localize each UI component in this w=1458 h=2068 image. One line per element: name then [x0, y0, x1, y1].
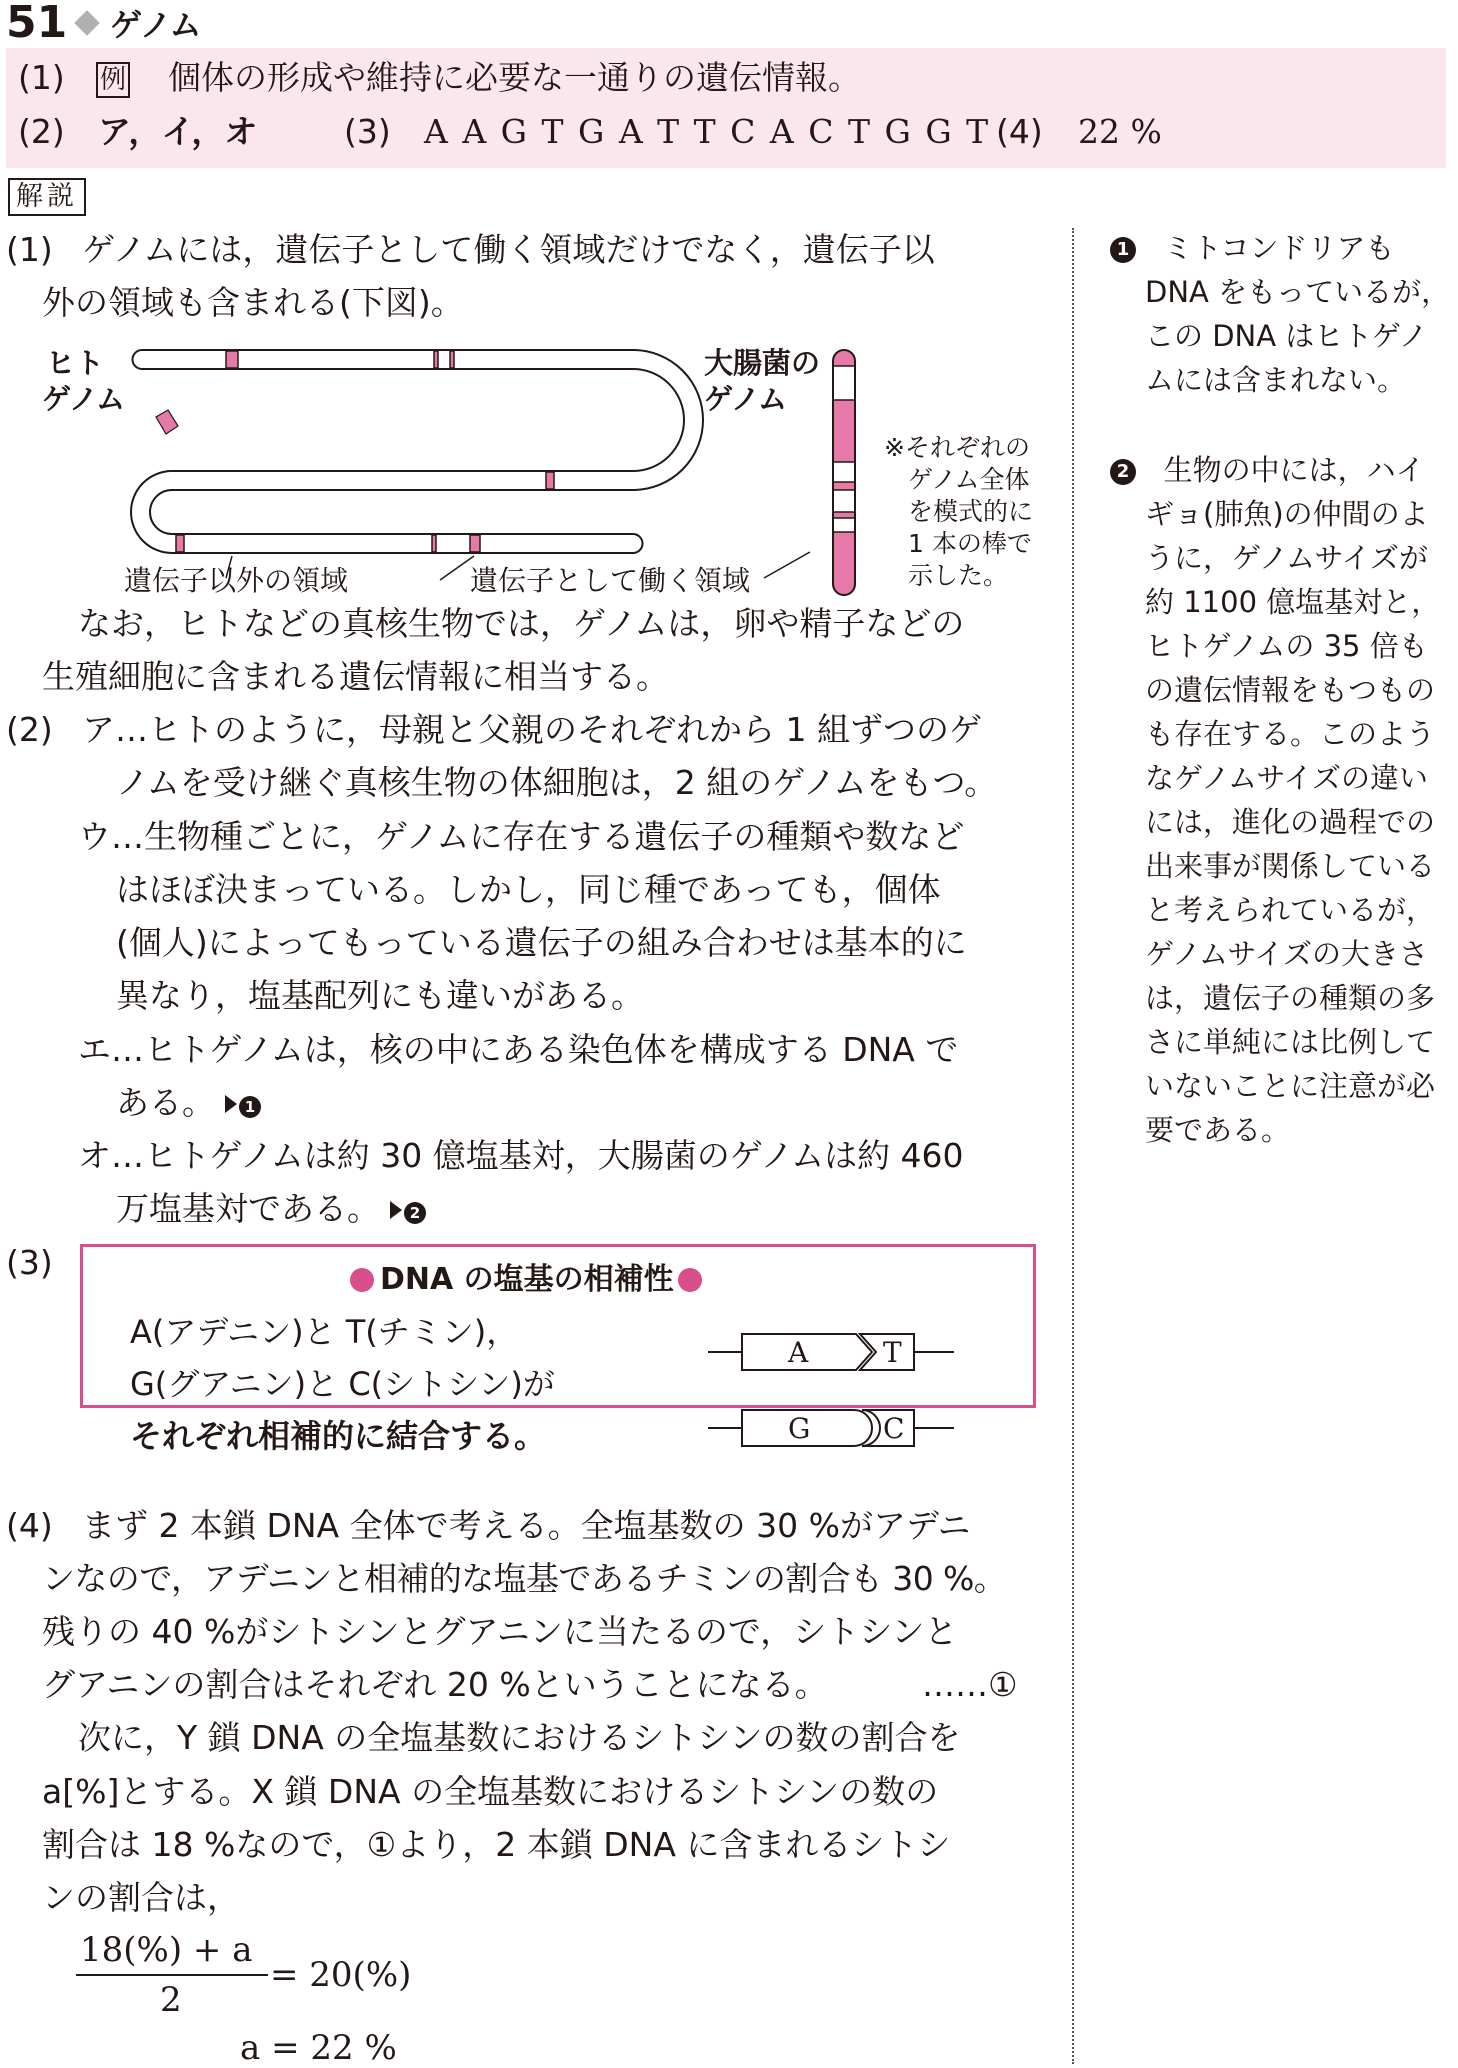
eq-rhs: = 20(%): [270, 1955, 412, 1995]
figure-note-5: 示した。: [908, 561, 1009, 590]
section-title: ゲノム: [110, 6, 202, 44]
answer-1-label: (1): [18, 58, 65, 97]
pink-dot-icon: [678, 1268, 702, 1292]
gene-region: [156, 410, 178, 434]
s4-line-4: グアニンの割合はそれぞれ 20 %ということになる。: [42, 1665, 828, 1704]
figure-note-3: を模式的に: [908, 497, 1034, 526]
note-2-marker: 2: [1110, 459, 1136, 485]
answer-3-text: A A G T G A T T C A C T G G T: [424, 112, 991, 151]
note-ref-2[interactable]: 2: [404, 1202, 426, 1224]
ecoli-genome-label-1: 大腸菌の: [704, 346, 821, 380]
note-2-line-4: 約 1100 億塩基対と，: [1145, 585, 1441, 619]
note-ref-1[interactable]: 1: [239, 1096, 261, 1118]
note-2-line-1: [1110, 448, 1425, 492]
note-2-line-7: も存在する。このよう: [1145, 717, 1436, 751]
non-gene-region-label: 遺伝子以外の領域: [124, 564, 349, 597]
s2-a-line-2: ノムを受け継ぐ真核生物の体細胞は，2 組のゲノムをもつ。: [116, 763, 998, 802]
note-2-line-9: には，進化の過程での: [1145, 805, 1436, 839]
s4-line-7: 割合は 18 %なので，①より，2 本鎖 DNA に含まれるシトシ: [42, 1825, 951, 1864]
note-1-line-1-text: ミトコンドリアも: [1163, 231, 1395, 265]
gene-region: [226, 351, 238, 368]
gene-region: [470, 535, 480, 552]
base-a: A: [788, 1336, 809, 1369]
s2-e-line-1: エ…ヒトゲノムは，核の中にある染色体を構成する DNA で: [78, 1030, 959, 1069]
s2-u-line-3: (個人)によってもっている遺伝子の組み合わせは基本的に: [116, 923, 967, 962]
arrow-icon: [225, 1095, 237, 1113]
note-2-line-5: ヒトゲノムの 35 倍も: [1145, 629, 1428, 663]
s2-o-line-1: オ…ヒトゲノムは約 30 億塩基対，大腸菌のゲノムは約 460: [78, 1136, 964, 1175]
eq-numerator: 18(%) + a: [80, 1930, 253, 1970]
gene-region: [432, 535, 436, 552]
s1-line-3: なお，ヒトなどの真核生物では，ゲノムは，卵や精子などの: [78, 604, 965, 643]
column-divider: [1072, 228, 1074, 2064]
note-2-line-10: 出来事が関係している: [1145, 849, 1436, 883]
note-2-line-6: の遺伝情報をもつもの: [1145, 673, 1436, 707]
note-1-line-1: [1110, 226, 1395, 270]
note-2-line-16: 要である。: [1145, 1113, 1291, 1147]
s1-line-2: 外の領域も含まれる(下図)。: [42, 283, 464, 322]
s4-line-4-mark: ……①: [922, 1665, 1018, 1704]
pink-dot-icon: [350, 1268, 374, 1292]
kaisetsu-badge: 解説: [8, 178, 86, 216]
note-1-line-2: DNA をもっているが，: [1145, 275, 1451, 309]
s1-line-1: ゲノムには，遺伝子として働く領域だけでなく，遺伝子以: [82, 230, 935, 269]
s1-label: (1): [6, 230, 53, 269]
note-2-line-13: は，遺伝子の種類の多: [1145, 981, 1436, 1015]
human-genome-inner: [131, 369, 684, 553]
note-2-line-12: ゲノムサイズの大きさ: [1145, 937, 1429, 971]
s2-u-line-1: ウ…生物種ごとに，ゲノムに存在する遺伝子の種類や数など: [78, 817, 965, 856]
gene-region-label: 遺伝子として働く領域: [470, 564, 751, 597]
s4-line-3: 残りの 40 %がシトシンとグアニンに当たるので，シトシンと: [42, 1612, 958, 1651]
base-t: T: [883, 1336, 902, 1369]
human-genome-row2: [172, 415, 633, 434]
s2-label: (2): [6, 710, 53, 749]
box-title-text: DNA の塩基の相補性: [380, 1262, 674, 1297]
answer-4-label: (4): [996, 112, 1043, 151]
eq-result: a = 22 %: [240, 2028, 397, 2068]
box-line-1: A(アデニン)と T(チミン)，: [130, 1313, 519, 1351]
fraction-bar: [76, 1974, 268, 1976]
base-g: G: [788, 1412, 811, 1445]
answer-4-text: 22 %: [1078, 112, 1162, 151]
s4-line-8: ンの割合は，: [42, 1878, 240, 1917]
note-2-line-14: さに単純には比例して: [1145, 1025, 1436, 1059]
s4-label: (4): [6, 1506, 53, 1545]
gene-region: [546, 472, 554, 489]
s1-line-4: 生殖細胞に含まれる遺伝情報に相当する。: [42, 657, 669, 696]
eq-denominator: 2: [160, 1980, 182, 2020]
s4-line-5: 次に，Y 鎖 DNA の全塩基数におけるシトシンの数の割合を: [78, 1718, 961, 1757]
s2-u-line-2: はほぼ決まっている。しかし，同じ種であっても，個体: [116, 870, 941, 909]
s2-o-line-2-text: 万塩基対である。: [116, 1189, 380, 1228]
box-line-3: それぞれ相補的に結合する。: [130, 1417, 547, 1455]
s2-a-line-1: ア…ヒトのように，母親と父親のそれぞれから 1 組ずつのゲ: [82, 710, 982, 749]
gene-region: [450, 351, 454, 368]
answer-2-label: (2): [18, 112, 65, 151]
s4-line-1: まず 2 本鎖 DNA 全体で考える。全塩基数の 30 %がアデニ: [82, 1506, 971, 1545]
example-badge: 例: [96, 62, 130, 98]
human-genome-label-2: ゲノム: [42, 382, 125, 416]
box-title: [350, 1260, 702, 1300]
note-1-line-3: この DNA はヒトゲノ: [1145, 319, 1428, 353]
human-genome-label-1: ヒト: [46, 346, 105, 380]
answer-2-text: ア，イ，オ: [98, 112, 258, 151]
answer-1-text: 個体の形成や維持に必要な一通りの遺伝情報。: [168, 58, 861, 97]
s4-line-6: a[%]とする。X 鎖 DNA の全塩基数におけるシトシンの数の: [42, 1772, 939, 1811]
box-line-2: G(グアニン)と C(シトシン)が: [130, 1365, 555, 1403]
base-pair-diagram: [700, 1320, 970, 1460]
s2-e-line-2: [116, 1083, 261, 1123]
s2-o-line-2: [116, 1189, 426, 1229]
diamond-icon: [74, 10, 99, 35]
human-genome-outer: [142, 350, 703, 534]
s2-e-line-2-text: ある。: [116, 1083, 215, 1122]
note-2-line-1-text: 生物の中には，ハイ: [1163, 453, 1425, 487]
base-c: C: [883, 1412, 905, 1445]
figure-note-2: ゲノム全体: [908, 465, 1030, 494]
note-2-line-3: うに，ゲノムサイズが: [1145, 541, 1429, 575]
s2-u-line-4: 異なり，塩基配列にも違いがある。: [116, 976, 644, 1015]
figure-note-1: ※それぞれの: [884, 433, 1030, 462]
answer-3-label: (3): [344, 112, 391, 151]
figure-note-4: 1 本の棒で: [908, 529, 1032, 558]
note-1-marker: 1: [1110, 237, 1136, 263]
note-2-line-11: と考えられているが，: [1145, 893, 1436, 927]
gene-region: [434, 351, 438, 368]
ecoli-genome-label-2: ゲノム: [704, 382, 787, 416]
note-2-line-8: なゲノムサイズの違い: [1145, 761, 1429, 795]
gene-region: [176, 535, 184, 552]
arrow-icon: [390, 1201, 402, 1219]
s3-label: (3): [6, 1243, 53, 1282]
problem-number: 51: [6, 0, 68, 48]
s4-line-2: ンなので，アデニンと相補的な塩基であるチミンの割合も 30 %。: [42, 1559, 1007, 1598]
note-2-line-15: いないことに注意が必: [1145, 1069, 1436, 1103]
note-2-line-2: ギョ(肺魚)の仲間のよ: [1145, 497, 1429, 531]
note-1-line-4: ムには含まれない。: [1145, 363, 1407, 397]
